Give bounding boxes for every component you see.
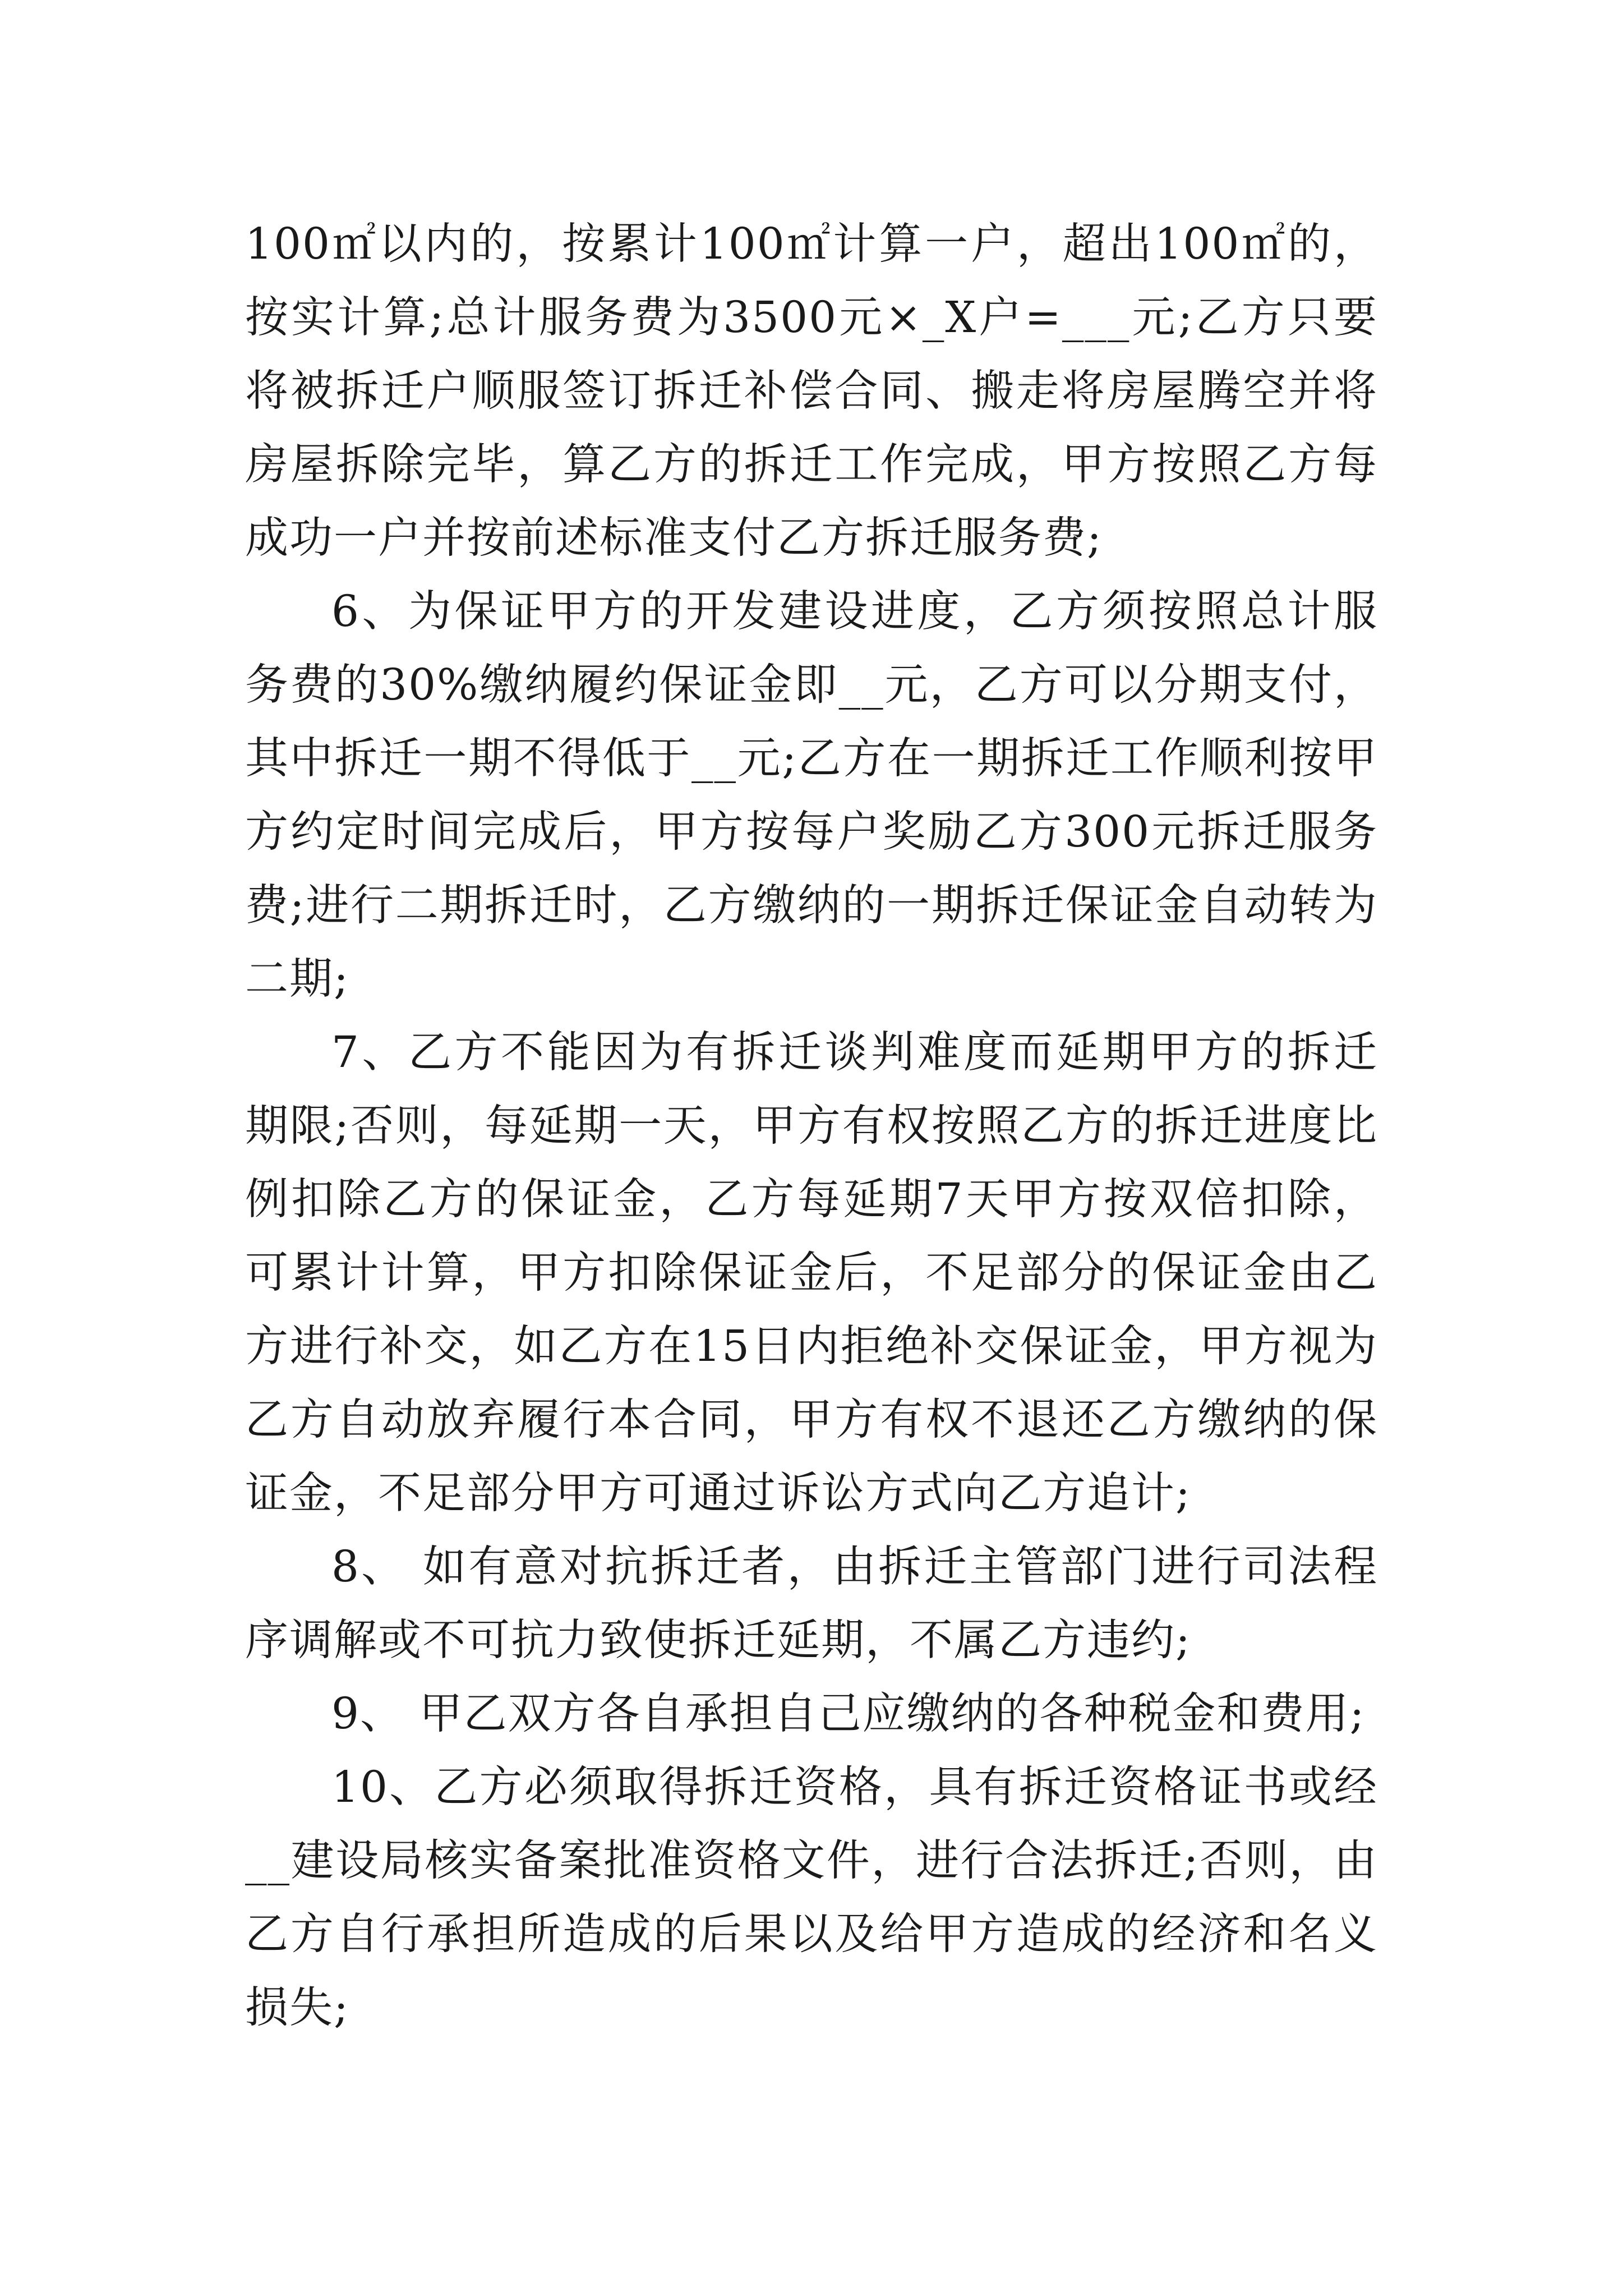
document-body bbox=[245, 208, 1378, 2045]
paragraph-fee-calculation: 100㎡以内的，按累计100㎡计算一户，超出100㎡的，按实计算;总计服务费为3500元×_X户=___元;乙方只要将被拆迁户顺服签订拆迁补偿合同、搬走将房屋腾空并将房屋拆除完毕，算乙方的拆迁工作完成，甲方按照乙方每成功一户并按前述标准支付乙方拆迁服务费; bbox=[245, 219, 1378, 563]
paragraph-clause-8: 8、 如有意对抗拆迁者，由拆迁主管部门进行司法程序调解或不可抗力致使拆迁延期，不属乙方违约; bbox=[245, 1542, 1378, 1665]
paragraph-clause-10: 10、乙方必须取得拆迁资格，具有拆迁资格证书或经__建设局核实备案批准资格文件，进行合法拆迁;否则，由乙方自行承担所造成的后果以及给甲方造成的经济和名义损失; bbox=[245, 1763, 1378, 2033]
paragraph-clause-7: 7、乙方不能因为有拆迁谈判难度而延期甲方的拆迁期限;否则，每延期一天，甲方有权按照乙方的拆迁进度比例扣除乙方的保证金，乙方每延期7天甲方按双倍扣除，可累计计算，甲方扣除保证金后，不足部分的保证金由乙方进行补交，如乙方在15日内拒绝补交保证金，甲方视为乙方自动放弃履行本合同，甲方有权不退还乙方缴纳的保证金，不足部分甲方可通过诉讼方式向乙方追计; bbox=[245, 1028, 1378, 1519]
paragraph-clause-6: 6、为保证甲方的开发建设进度，乙方须按照总计服务费的30%缴纳履约保证金即__元，乙方可以分期支付，其中拆迁一期不得低于__元;乙方在一期拆迁工作顺利按甲方约定时间完成后，甲方按每户奖励乙方300元拆迁服务费;进行二期拆迁时，乙方缴纳的一期拆迁保证金自动转为二期; bbox=[245, 587, 1378, 1004]
paragraph-clause-9: 9、 甲乙双方各自承担自己应缴纳的各种税金和费用; bbox=[331, 1689, 1366, 1739]
